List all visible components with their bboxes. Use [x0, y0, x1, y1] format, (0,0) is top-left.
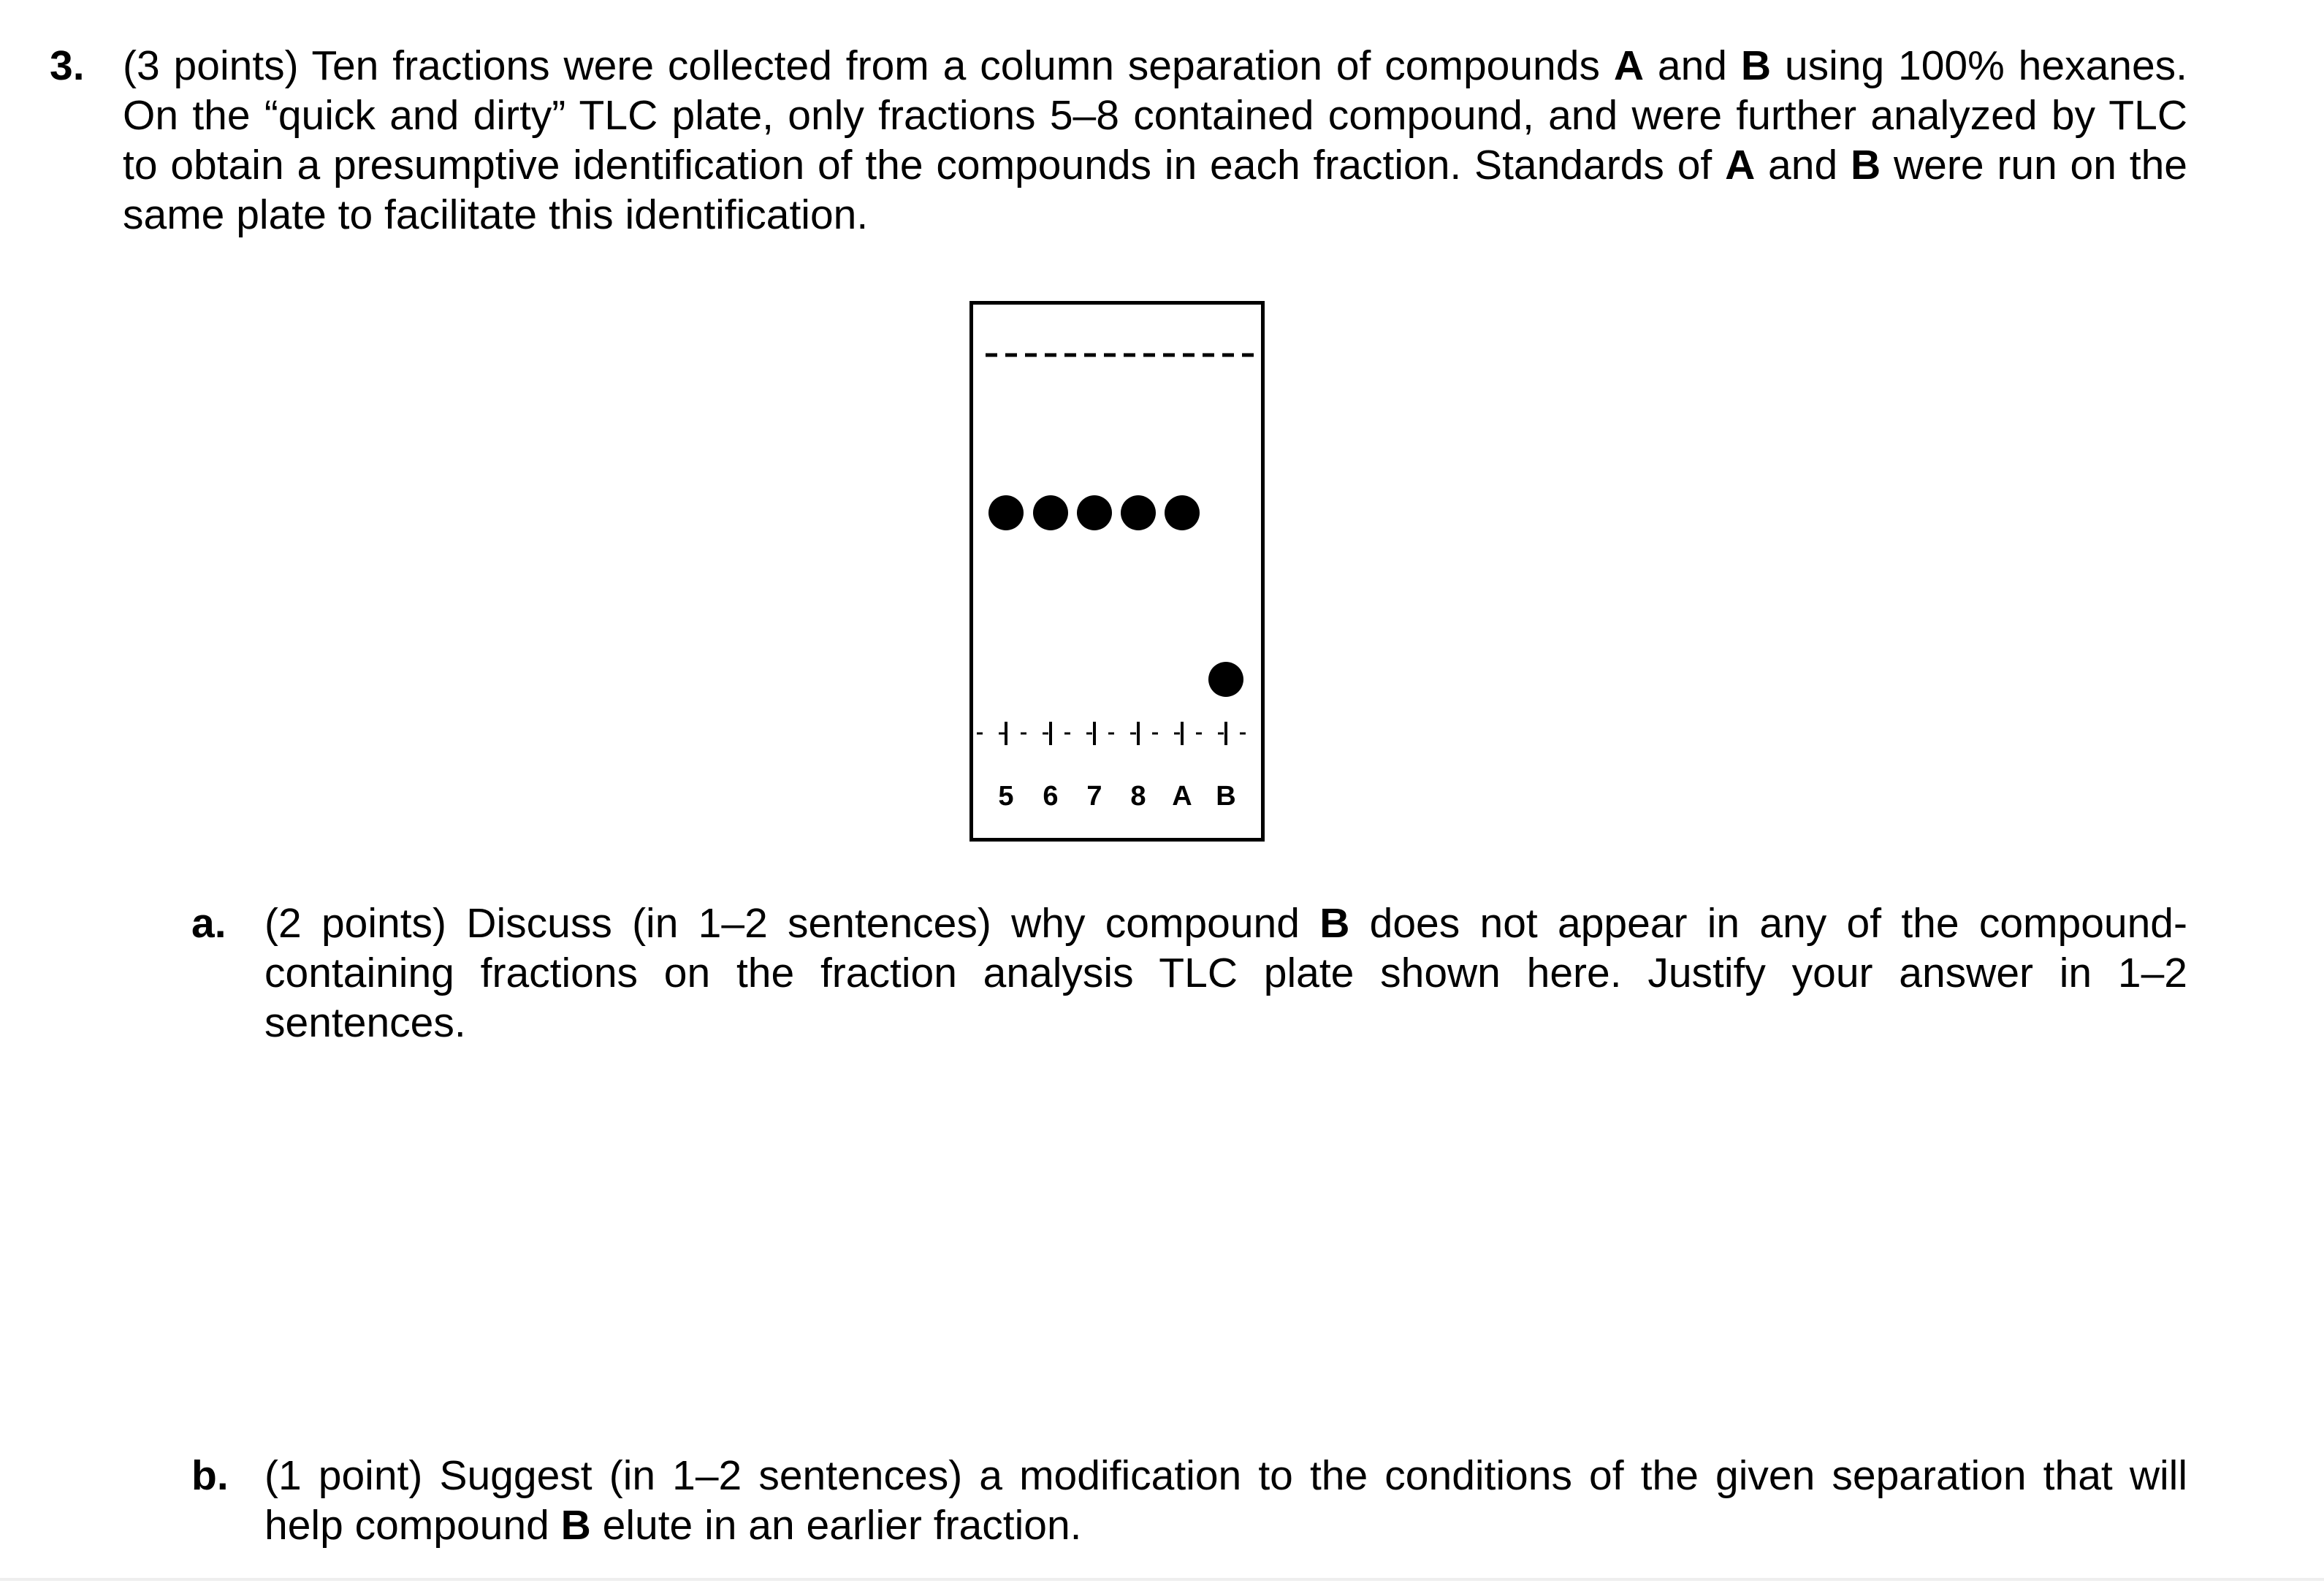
spot-lane-b	[1208, 662, 1243, 697]
lane-label-6: 6	[1043, 781, 1059, 812]
lane-label-8: 8	[1130, 781, 1146, 812]
spot-lane-a	[1165, 495, 1200, 530]
page-bottom-rule	[0, 1578, 2324, 1581]
part-a-text: (2 points) Discuss (in 1–2 sentences) why compound B does not appear in any of the compound-containing fractions on the fraction analysis TLC plate shown here. Justify your answer in 1–2 sentences.	[264, 900, 2187, 1046]
lane-label-5: 5	[998, 781, 1014, 812]
compound-b-ref: B	[1740, 42, 1772, 89]
compound-b-ref: B	[560, 1502, 591, 1549]
compound-b-ref: B	[1850, 142, 1881, 188]
compound-a-ref: A	[1613, 42, 1644, 89]
compound-b-ref: B	[1319, 900, 1350, 947]
lane-label-b: B	[1216, 781, 1236, 812]
lane-label-a: A	[1172, 781, 1192, 812]
part-a-label: a.	[191, 900, 226, 947]
tlc-plate-diagram	[969, 301, 1265, 842]
spot-lane-8	[1121, 495, 1156, 530]
question-number: 3.	[50, 42, 85, 89]
spot-lane-6	[1033, 495, 1068, 530]
part-b-text: (1 point) Suggest (in 1–2 sentences) a modification to the conditions of the given separation that will help compound B elute in an earlier fraction.	[264, 1452, 2187, 1549]
question-text: (3 points) Ten fractions were collected from a column separation of compounds A and B using 100% hexanes. On the “quick and dirty” TLC plate, only fractions 5–8 contained compound, and were further analyzed by TLC to obtain a presumptive identification of the compounds in each fraction. Standards of A and B were run on the same plate to facilitate this identification.	[123, 42, 2188, 238]
tlc-plate-border	[972, 303, 1263, 840]
lane-label-7: 7	[1086, 781, 1102, 812]
part-b-label: b.	[191, 1452, 229, 1499]
compound-a-ref: A	[1725, 142, 1756, 188]
spot-lane-5	[988, 495, 1024, 530]
spot-lane-7	[1077, 495, 1112, 530]
